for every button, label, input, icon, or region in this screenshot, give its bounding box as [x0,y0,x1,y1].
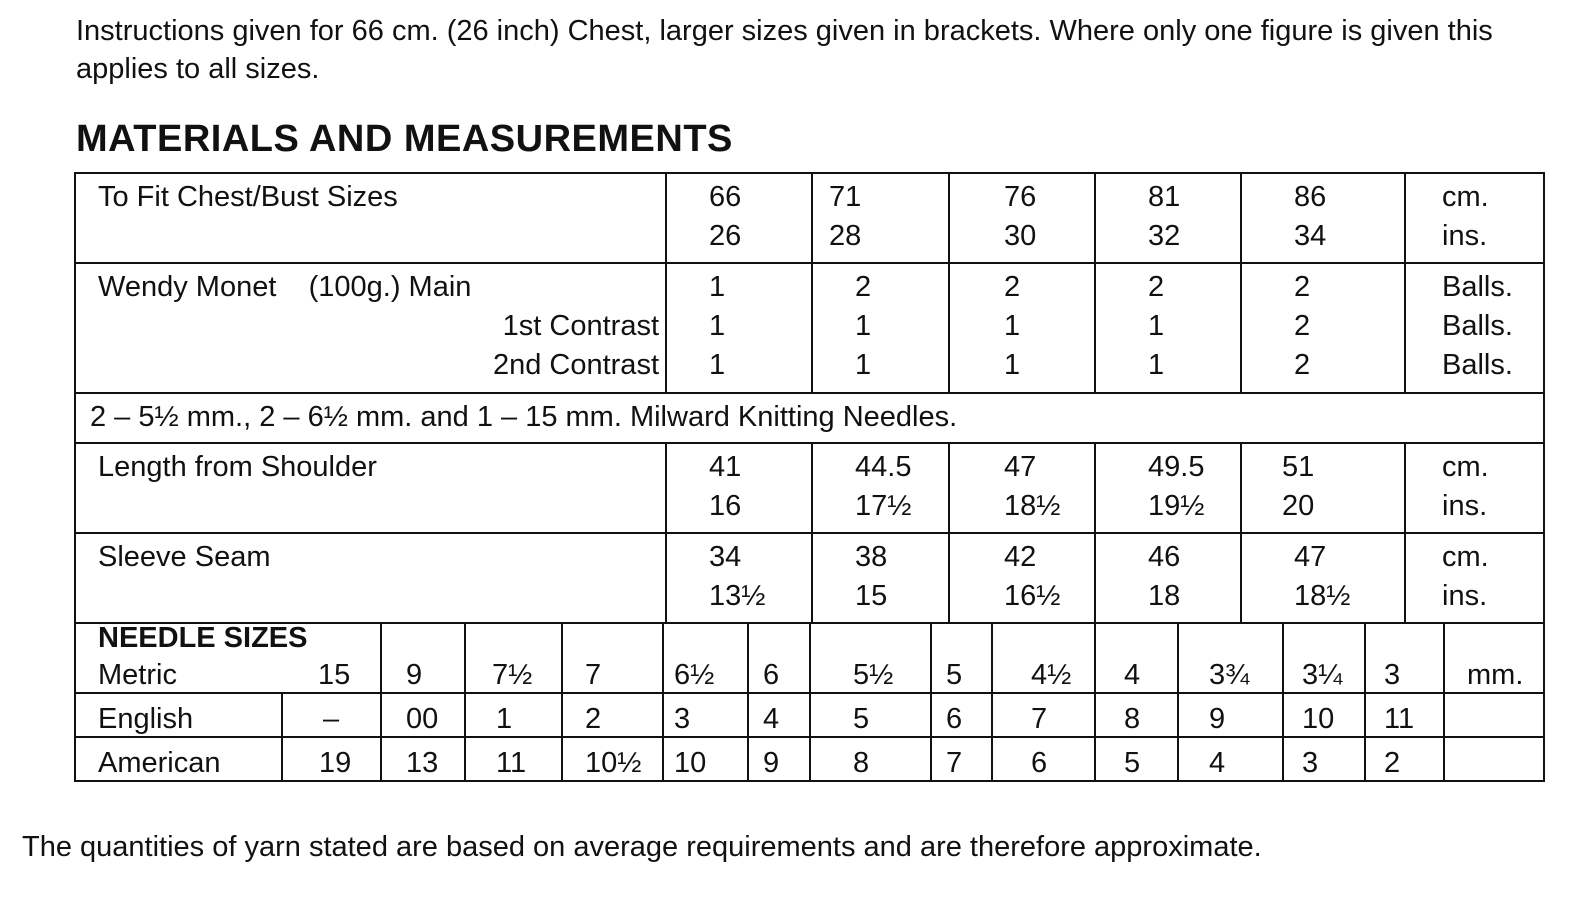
chest-label: To Fit Chest/Bust Sizes [75,173,666,263]
sleeve-size-2: 38 15 [812,533,949,623]
english-unit [1444,693,1544,737]
yarn-label: Wendy Monet (100g.) Main 1st Contrast 2nd Contrast [75,263,666,393]
length-size-4: 49.5 19½ [1095,443,1241,533]
metric-row [75,622,1544,693]
english-1: – [282,693,381,737]
american-label: American [75,737,282,781]
chest-size-2: 71 28 [812,173,949,263]
metric-6: 6 [748,622,810,693]
needle-sizes-title: NEEDLE SIZES [98,622,308,654]
metric-13: 3 [1365,622,1444,693]
metric-9: 4½ [992,622,1095,693]
english-5: 3 [663,693,748,737]
english-11: 9 [1178,693,1283,737]
american-4: 10½ [562,737,663,781]
length-size-1: 41 16 [666,443,812,533]
chest-units: cm. ins. [1405,173,1544,263]
chest-size-1: 66 26 [666,173,812,263]
english-7: 5 [810,693,931,737]
english-9: 7 [992,693,1095,737]
sleeve-row [75,533,1544,623]
section-heading: MATERIALS AND MEASUREMENTS [76,118,733,160]
metric-12: 3¼ [1283,622,1365,693]
length-size-3: 47 18½ [949,443,1095,533]
metric-10: 4 [1095,622,1178,693]
english-label: English [75,693,282,737]
english-6: 4 [748,693,810,737]
american-7: 8 [810,737,931,781]
metric-2: 9 [381,622,465,693]
american-5: 10 [663,737,748,781]
yarn-row [75,263,1544,393]
american-12: 3 [1283,737,1365,781]
footnote: The quantities of yarn stated are based on average requirements and are therefore approximate. [22,831,1262,863]
metric-4: 7 [562,622,663,693]
english-13: 11 [1365,693,1444,737]
english-2: 00 [381,693,465,737]
sleeve-size-1: 34 13½ [666,533,812,623]
yarn-size-2: 2 1 1 [812,263,949,393]
length-label: Length from Shoulder [75,443,666,533]
metric-1: 15 [282,622,381,693]
yarn-size-5: 2 2 2 [1241,263,1405,393]
american-row [75,737,1544,781]
american-6: 9 [748,737,810,781]
length-units: cm. ins. [1405,443,1544,533]
american-unit [1444,737,1544,781]
chest-row [75,173,1544,263]
english-8: 6 [931,693,992,737]
metric-label: Metric [98,659,177,691]
chest-size-3: 76 30 [949,173,1095,263]
intro-text: Instructions given for 66 cm. (26 inch) Chest, larger sizes given in brackets. Where only one figure is given this applies to all sizes. [76,15,1493,85]
sleeve-units: cm. ins. [1405,533,1544,623]
metric-3: 7½ [465,622,562,693]
metric-unit: mm. [1444,622,1544,693]
american-3: 11 [465,737,562,781]
metric-label-cell [75,622,308,693]
american-13: 2 [1365,737,1444,781]
chest-size-4: 81 32 [1095,173,1241,263]
metric-5: 6½ [663,622,748,693]
metric-11: 3¾ [1178,622,1283,693]
needles-row [75,393,1544,443]
english-10: 8 [1095,693,1178,737]
sleeve-size-5: 47 18½ [1241,533,1405,623]
sleeve-label: Sleeve Seam [75,533,666,623]
english-12: 10 [1283,693,1365,737]
american-1: 19 [282,737,381,781]
english-4: 2 [562,693,663,737]
yarn-size-4: 2 1 1 [1095,263,1241,393]
needle-sizes-table [74,622,1545,782]
needles-text: 2 – 5½ mm., 2 – 6½ mm. and 1 – 15 mm. Milward Knitting Needles. [75,393,1544,443]
yarn-units: Balls. Balls. Balls. [1405,263,1544,393]
length-size-2: 44.5 17½ [812,443,949,533]
length-size-5: 51 20 [1241,443,1405,533]
materials-table [74,172,1545,624]
yarn-size-1: 1 1 1 [666,263,812,393]
sleeve-size-3: 42 16½ [949,533,1095,623]
american-9: 6 [992,737,1095,781]
yarn-size-3: 2 1 1 [949,263,1095,393]
sleeve-size-4: 46 18 [1095,533,1241,623]
metric-8: 5 [931,622,992,693]
length-row [75,443,1544,533]
english-row [75,693,1544,737]
chest-size-5: 86 34 [1241,173,1405,263]
american-11: 4 [1178,737,1283,781]
english-3: 1 [465,693,562,737]
american-2: 13 [381,737,465,781]
american-10: 5 [1095,737,1178,781]
american-8: 7 [931,737,992,781]
metric-7: 5½ [810,622,931,693]
